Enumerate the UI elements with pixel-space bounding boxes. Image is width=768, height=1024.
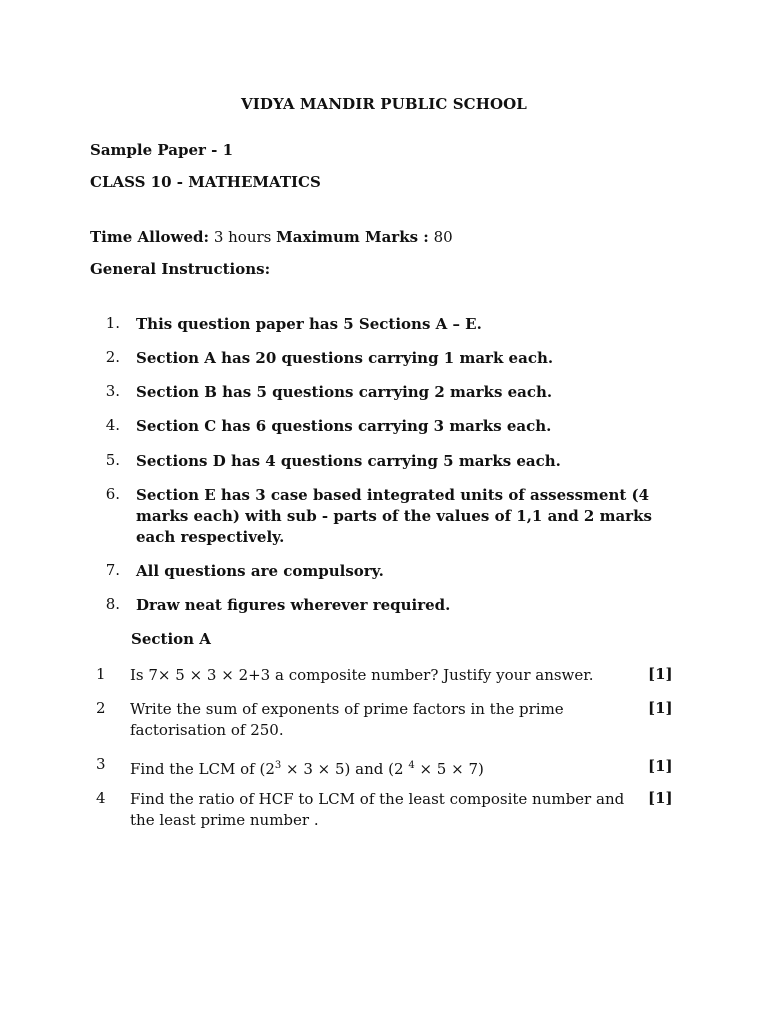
- question-marks: [1]: [648, 789, 673, 807]
- exponent: 3: [274, 760, 282, 771]
- instruction-number: 1.: [105, 314, 120, 332]
- marks-value: 80: [433, 228, 453, 246]
- question-marks: [1]: [648, 757, 673, 775]
- instruction-text: Section B has 5 questions carrying 2 marks each.: [136, 383, 553, 401]
- instruction-text: Section C has 6 questions carrying 3 marks each.: [136, 417, 552, 435]
- question-text: Is 7× 5 × 3 × 2+3 a composite number? Justify your answer.: [130, 666, 594, 684]
- instruction-number: 5.: [105, 451, 120, 469]
- instruction-text: All questions are compulsory.: [136, 562, 384, 580]
- instruction-text: This question paper has 5 Sections A – E.: [136, 315, 482, 333]
- exponent: 4: [408, 760, 415, 771]
- question-text: Write the sum of exponents of prime factors in the prime factorisation of 250.: [130, 700, 564, 739]
- question-marks: [1]: [648, 699, 673, 717]
- instruction-number: 4.: [105, 416, 120, 434]
- question-text-part: × 3 × 5) and (2: [281, 760, 409, 778]
- instruction-text: Section A has 20 questions carrying 1 mark each.: [136, 349, 554, 367]
- instruction-text: Draw neat figures wherever required.: [136, 596, 451, 614]
- instruction-number: 2.: [105, 348, 120, 366]
- question-number: 4: [96, 789, 106, 807]
- instructions-title: General Instructions:: [90, 260, 271, 278]
- class-subject: CLASS 10 - MATHEMATICS: [90, 173, 321, 191]
- instruction-number: 8.: [105, 595, 120, 613]
- section-title: Section A: [131, 630, 211, 648]
- question-text: Find the ratio of HCF to LCM of the least composite number and the least prime number .: [130, 790, 625, 829]
- question-text-part: Find the LCM of (2: [130, 760, 275, 778]
- question-marks: [1]: [648, 665, 673, 683]
- instruction-text: Sections D has 4 questions carrying 5 marks each.: [136, 452, 561, 470]
- paper-title: Sample Paper - 1: [90, 141, 234, 159]
- time-value: 3 hours: [213, 228, 272, 246]
- instruction-number: 6.: [105, 485, 120, 503]
- instruction-text: Section E has 3 case based integrated units of assessment (4 marks each) with sub - parts of the values of 1,1 and 2 marks each respectively.: [136, 486, 652, 546]
- time-label: Time Allowed:: [90, 228, 210, 246]
- marks-label: Maximum Marks :: [276, 228, 429, 246]
- question-number: 2: [96, 699, 106, 717]
- school-name: VIDYA MANDIR PUBLIC SCHOOL: [241, 95, 527, 113]
- question-number: 3: [96, 755, 106, 773]
- time-marks-line: [90, 228, 453, 246]
- instruction-number: 3.: [105, 382, 120, 400]
- question-number: 1: [96, 665, 106, 683]
- question-text-part: × 5 × 7): [414, 760, 484, 778]
- instruction-number: 7.: [105, 561, 120, 579]
- question-text: [130, 755, 640, 780]
